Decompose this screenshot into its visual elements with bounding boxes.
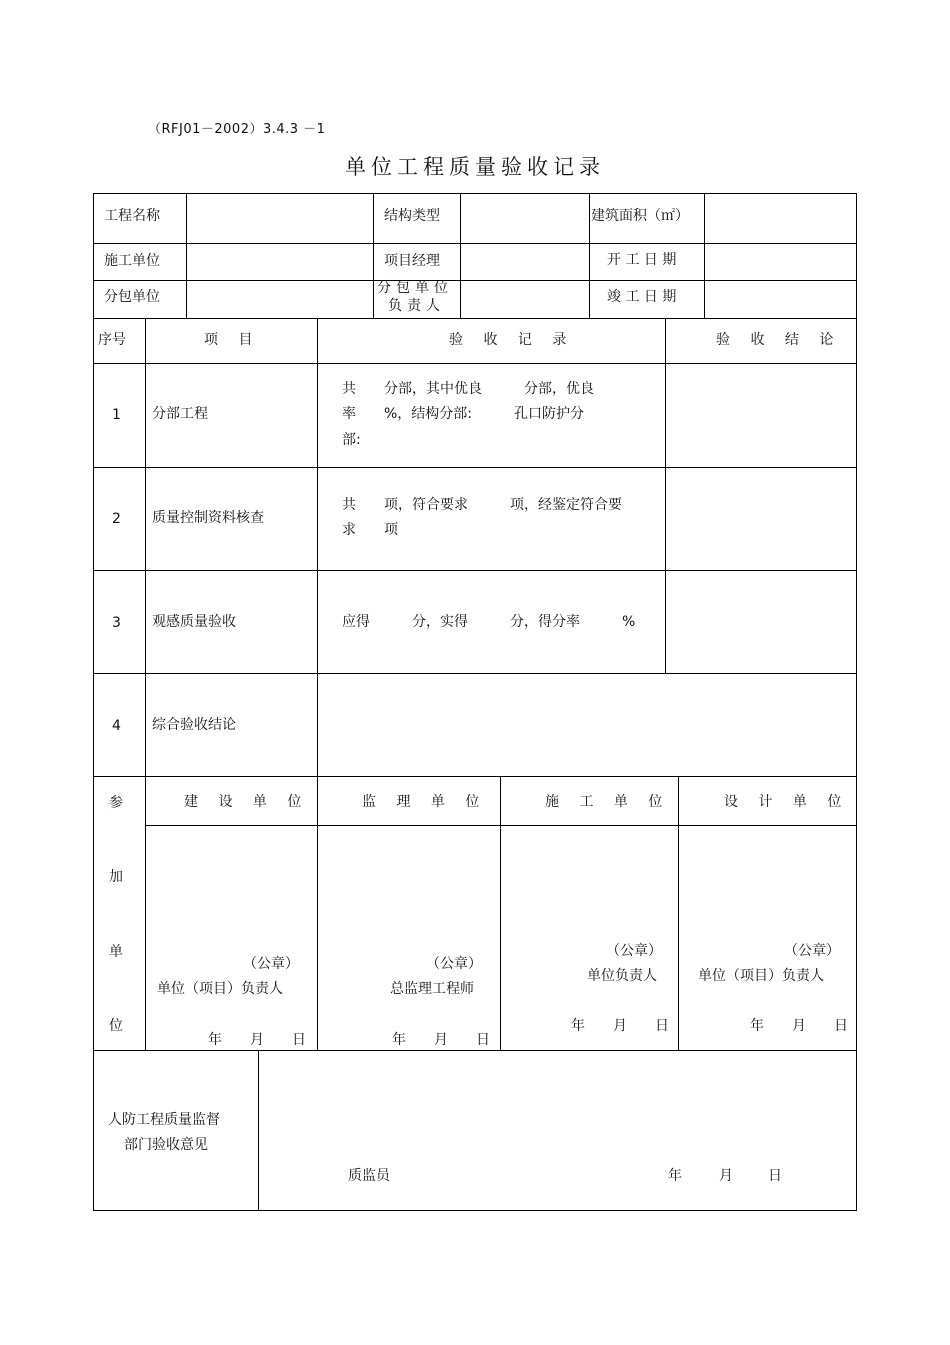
building-area-label: 建筑面积（㎡）: [591, 208, 689, 224]
finish-date-label: 竣 工 日 期: [607, 289, 677, 305]
row-record-line: 部:: [342, 432, 361, 448]
supervision-month: 月: [719, 1168, 733, 1184]
participants-side-char: 参: [109, 795, 123, 811]
row-number: 3: [112, 615, 121, 631]
sub-leader-label-line2: 负责人: [388, 298, 445, 314]
col-conclusion-header: 验 收 结 论: [716, 332, 842, 348]
structure-type-label: 结构类型: [384, 208, 440, 224]
supervision-label-line1: 人防工程质量监督: [108, 1112, 220, 1128]
unit-header: 建 设 单 位: [184, 794, 310, 810]
row-record-line: 应得 分，实得 分，得分率 %: [342, 614, 636, 630]
project-manager-label: 项目经理: [384, 253, 440, 269]
row-number: 2: [112, 511, 121, 527]
start-date-label: 开 工 日 期: [607, 252, 677, 268]
row-item: 质量控制资料核查: [152, 510, 264, 526]
unit-seal: （公章）: [243, 956, 299, 972]
unit-date: 年 月 日: [208, 1032, 306, 1048]
unit-date: 年 月 日: [571, 1018, 669, 1034]
unit-seal: （公章）: [426, 956, 482, 972]
page-title: 单位工程质量验收记录: [345, 155, 605, 179]
unit-date: 年 月 日: [392, 1032, 490, 1048]
inspector-label: 质监员: [348, 1168, 390, 1184]
row-record-line: 求 项: [342, 522, 398, 538]
supervision-year: 年: [668, 1168, 682, 1184]
project-name-label: 工程名称: [104, 208, 160, 224]
participants-side-char: 加: [109, 869, 123, 885]
row-number: 1: [112, 407, 121, 423]
subcontractor-label: 分包单位: [104, 289, 160, 305]
row-record-line: 共 分部，其中优良 分部，优良: [342, 381, 594, 397]
row-item: 综合验收结论: [152, 717, 236, 733]
unit-seal: （公章）: [784, 943, 840, 959]
row-item: 分部工程: [152, 406, 208, 422]
document-code: （RFJ01－2002）3.4.3 －1: [148, 122, 326, 137]
row-item: 观感质量验收: [152, 614, 236, 630]
row-record-line: 率 %，结构分部: 孔口防护分: [342, 406, 585, 422]
unit-signer: 单位负责人: [587, 968, 657, 984]
unit-signer: 单位（项目）负责人: [698, 968, 824, 984]
col-no-header: 序号: [98, 332, 126, 348]
unit-signer: 总监理工程师: [390, 981, 474, 997]
unit-header: 设 计 单 位: [724, 794, 850, 810]
supervision-day: 日: [768, 1168, 782, 1184]
sub-leader-label-line1: 分包单位: [377, 280, 453, 296]
row-record-line: 共 项，符合要求 项，经鉴定符合要: [342, 497, 622, 513]
participants-side-char: 位: [109, 1018, 123, 1034]
unit-header: 监 理 单 位: [362, 794, 488, 810]
col-record-header: 验 收 记 录: [449, 332, 575, 348]
unit-signer: 单位（项目）负责人: [157, 981, 283, 997]
unit-date: 年 月 日: [750, 1018, 848, 1034]
participants-side-char: 单: [109, 944, 123, 960]
col-item-header: 项 目: [204, 332, 261, 348]
supervision-label-line2: 部门验收意见: [124, 1137, 208, 1153]
contractor-label: 施工单位: [104, 253, 160, 269]
unit-seal: （公章）: [606, 943, 662, 959]
row-number: 4: [112, 718, 121, 734]
unit-header: 施 工 单 位: [545, 794, 671, 810]
